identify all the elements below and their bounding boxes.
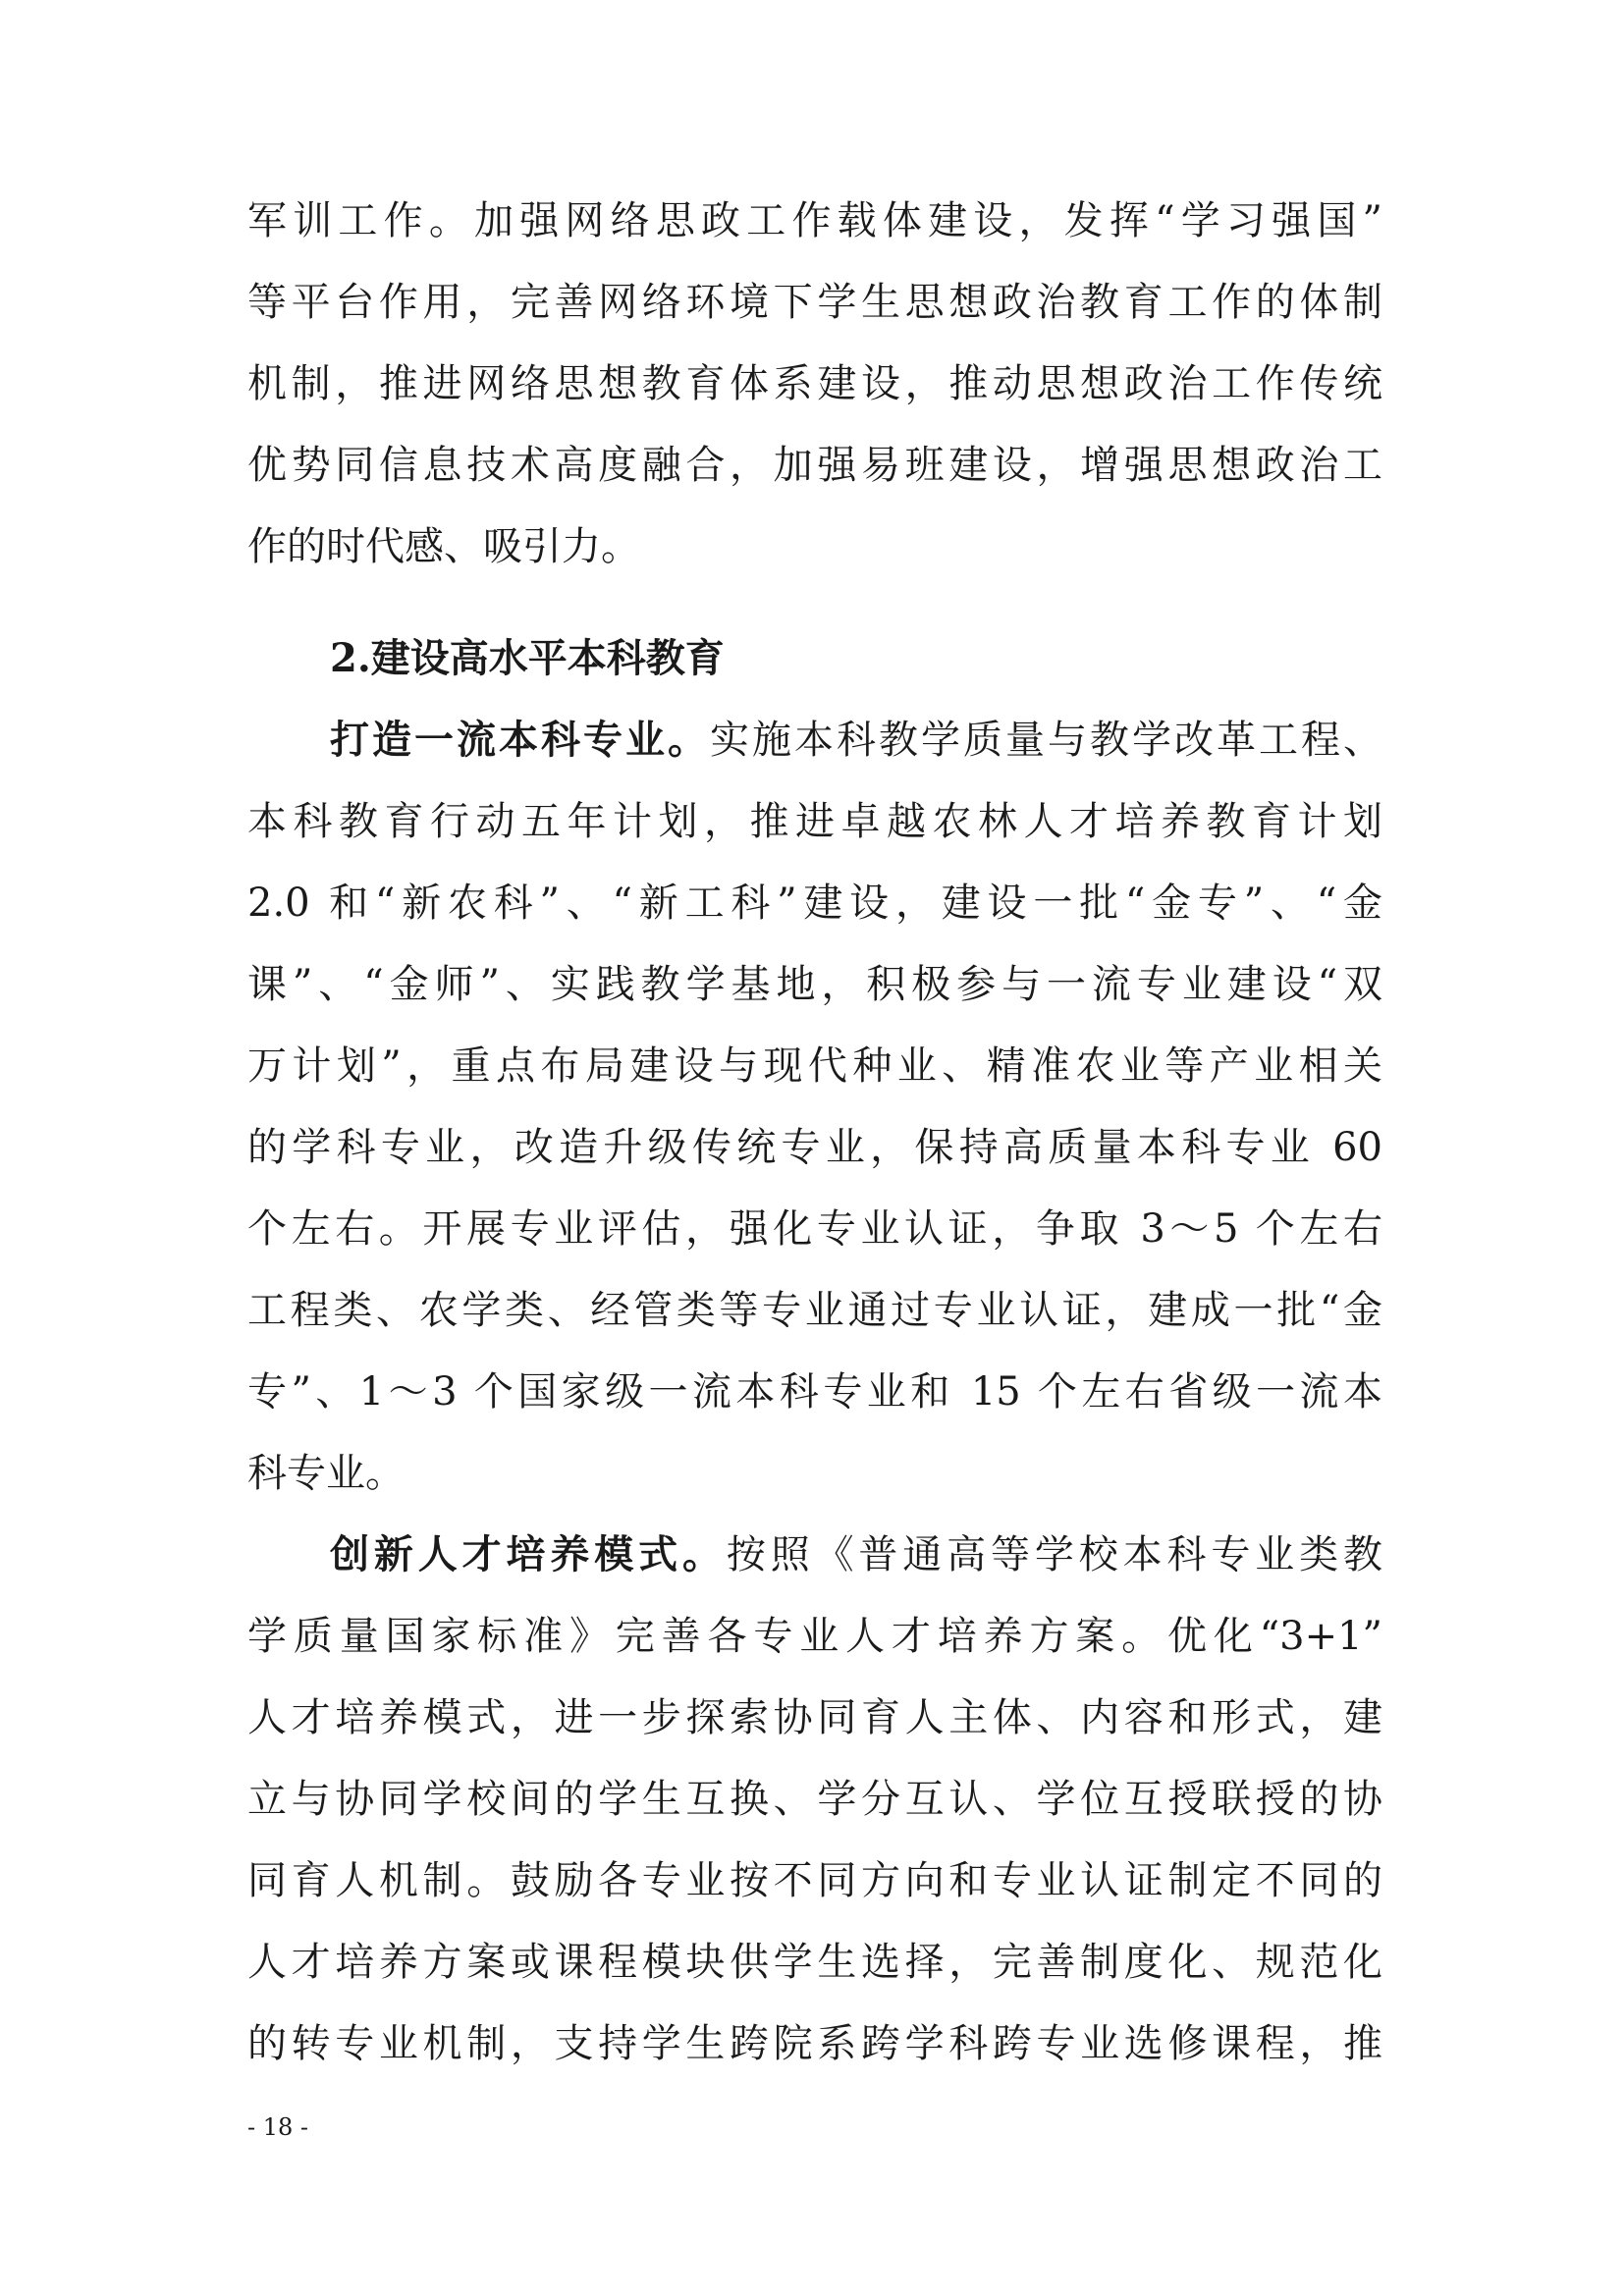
text-line: 等平台作用，完善网络环境下学生思想政治教育工作的体制	[247, 280, 1382, 325]
paragraph-first-line	[330, 711, 1382, 770]
text-span: 按照《普通高等学校本科专业类教	[726, 1532, 1383, 1577]
text-line: 科专业。	[247, 1451, 405, 1496]
text-line: 本科教育行动五年计划，推进卓越农林人才培养教育计划	[247, 799, 1382, 844]
text-line: 的转专业机制，支持学生跨院系跨学科跨专业选修课程，推	[247, 2021, 1382, 2066]
text-line: 机制，推进网络思想教育体系建设，推动思想政治工作传统	[247, 361, 1382, 406]
section-heading: 2.建设高水平本科教育	[330, 635, 725, 681]
text-line: 人才培养方案或课程模块供学生选择，完善制度化、规范化	[247, 1940, 1382, 1985]
text-line: 立与协同学校间的学生互换、学分互认、学位互授联授的协	[247, 1777, 1382, 1822]
text-line: 专”、1～3 个国家级一流本科专业和 15 个左右省级一流本	[247, 1369, 1382, 1415]
text-line: 军训工作。加强网络思政工作载体建设，发挥“学习强国”	[247, 198, 1382, 243]
paragraph-lead: 打造一流本科专业。	[330, 717, 710, 763]
text-span: 实施本科教学质量与教学改革工程、	[710, 718, 1382, 763]
page-number: - 18 -	[247, 2113, 309, 2141]
text-line: 的学科专业，改造升级传统专业，保持高质量本科专业 60	[247, 1125, 1382, 1170]
text-line: 人才培养模式，进一步探索协同育人主体、内容和形式，建	[247, 1695, 1382, 1740]
text-line: 2.0 和“新农科”、“新工科”建设，建设一批“金专”、“金	[247, 881, 1382, 926]
text-line: 课”、“金师”、实践教学基地，积极参与一流专业建设“双	[247, 962, 1382, 1007]
text-line: 学质量国家标准》完善各专业人才培养方案。优化“3+1”	[247, 1614, 1382, 1659]
text-line: 工程类、农学类、经管类等专业通过专业认证，建成一批“金	[247, 1288, 1382, 1333]
text-line: 同育人机制。鼓励各专业按不同方向和专业认证制定不同的	[247, 1858, 1382, 1903]
text-line: 作的时代感、吸引力。	[247, 524, 640, 569]
text-line: 优势同信息技术高度融合，加强易班建设，增强思想政治工	[247, 443, 1382, 488]
paragraph-lead: 创新人才培养模式。	[330, 1531, 727, 1577]
paragraph-first-line	[330, 1525, 1382, 1584]
text-line: 个左右。开展专业评估，强化专业认证，争取 3～5 个左右	[247, 1206, 1382, 1252]
text-line: 万计划”，重点布局建设与现代种业、精准农业等产业相关	[247, 1043, 1382, 1089]
